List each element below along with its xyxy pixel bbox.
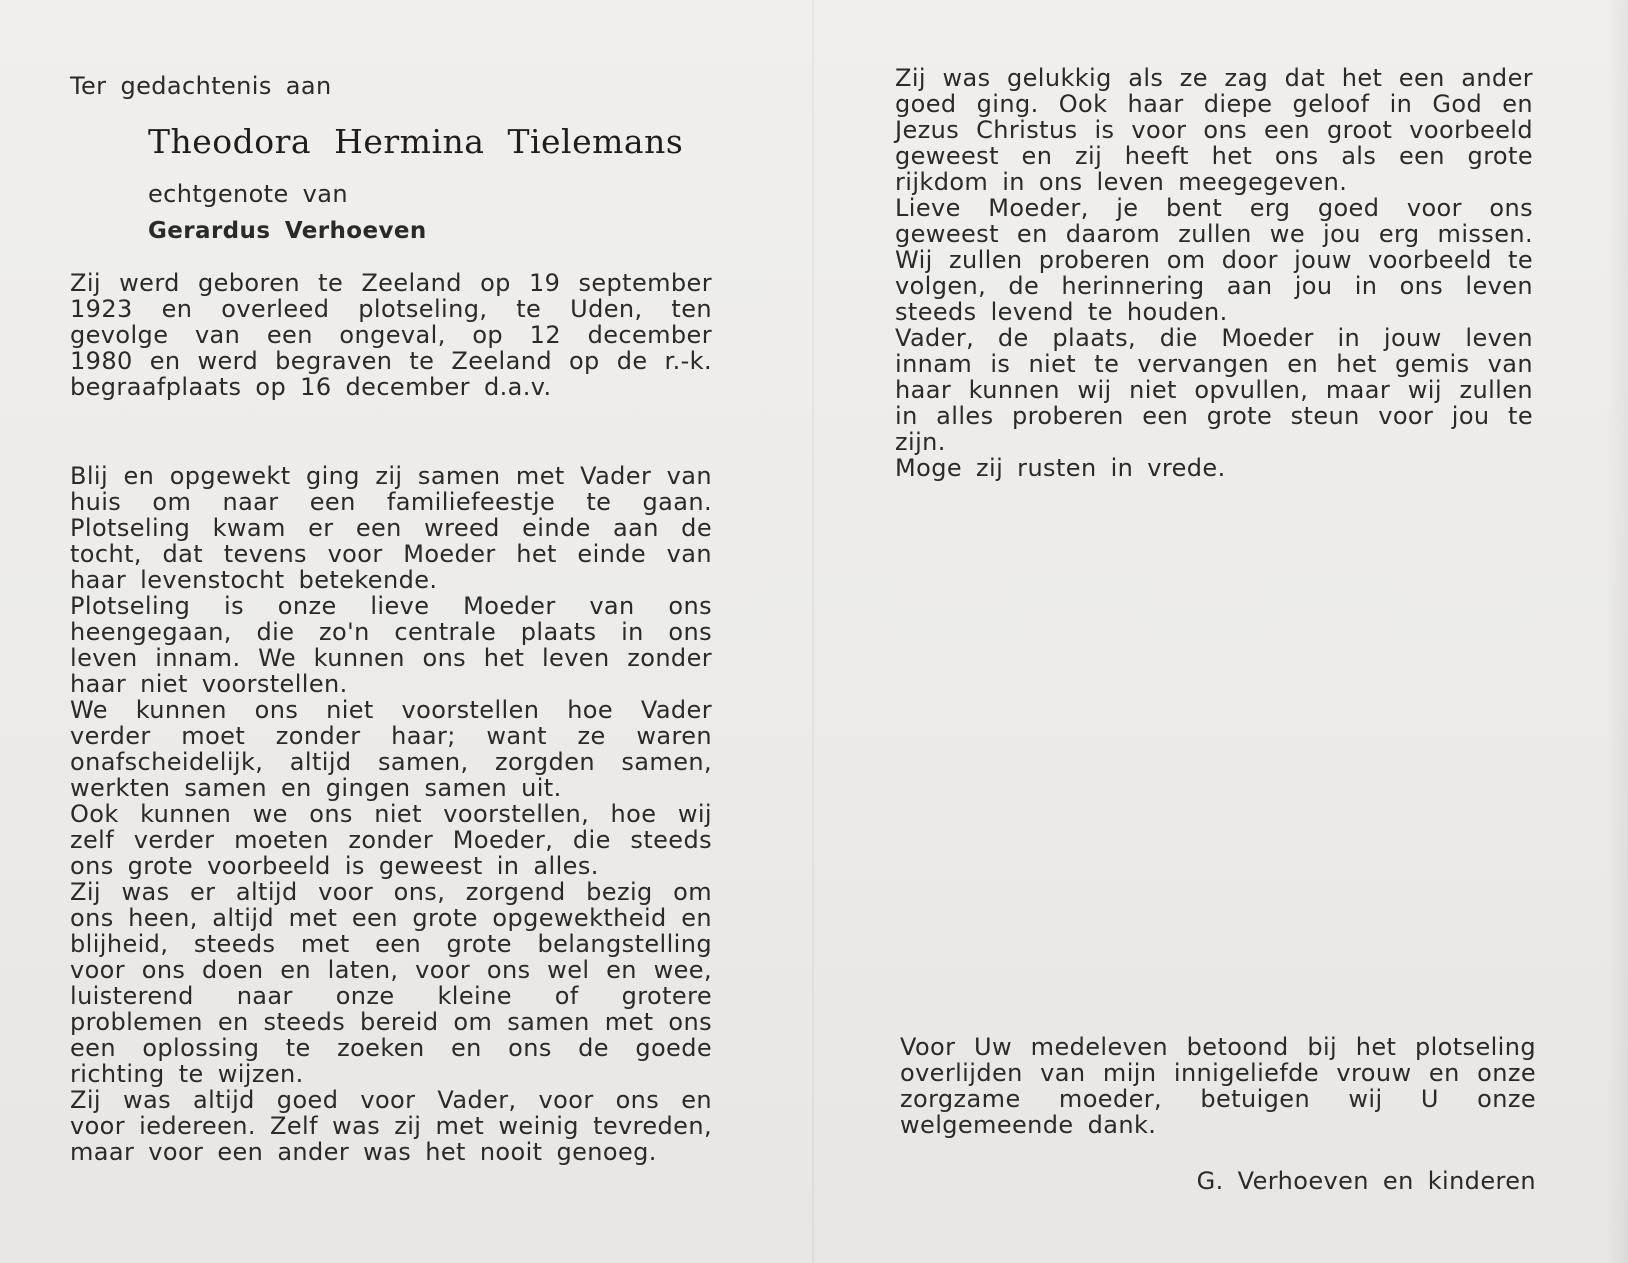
tribute-paragraph: Blij en opgewekt ging zij samen met Vader van huis om naar een familiefeestje te gaan. Plotseling kwam er een wreed einde aan de tocht, dat tevens voor Moeder het einde van haar levenstocht betekende. bbox=[70, 462, 712, 594]
tribute-paragraph: We kunnen ons niet voorstellen hoe Vader verder moet zonder haar; want ze waren onafscheidelijk, altijd samen, zorgden samen, werkten samen en gingen samen uit. bbox=[70, 696, 712, 802]
tribute-right-column bbox=[895, 65, 1533, 481]
tribute-paragraph: Ook kunnen we ons niet voorstellen, hoe wij zelf verder moeten zonder Moeder, die steeds ons grote voorbeeld is geweest in alles. bbox=[70, 800, 712, 880]
signature: G. Verhoeven en kinderen bbox=[1196, 1167, 1536, 1195]
card-fold bbox=[812, 0, 814, 1263]
tribute-paragraph: Zij was altijd goed voor Vader, voor ons en voor iedereen. Zelf was zij met weinig tevreden, maar voor een ander was het nooit genoeg. bbox=[70, 1086, 712, 1166]
thanks-paragraph: Voor Uw medeleven betoond bij het plotseling overlijden van mijn innigeliefde vrouw en onze zorgzame moeder, betuigen wij U onze welgemeende dank. bbox=[900, 1033, 1536, 1139]
tribute-paragraph: Zij was gelukkig als ze zag dat het een ander goed ging. Ook haar diepe geloof in God en Jezus Christus is voor ons een groot voorbeeld geweest en zij heeft het ons als een grote rijkdom in ons leven meegegeven. bbox=[895, 64, 1533, 196]
tribute-paragraph: Plotseling is onze lieve Moeder van ons heengegaan, die zo'n centrale plaats in ons leven innam. We kunnen ons het leven zonder haar niet voorstellen. bbox=[70, 592, 712, 698]
tribute-left-column bbox=[70, 463, 712, 1165]
spouse-label: echtgenote van bbox=[148, 180, 349, 208]
spouse-name: Gerardus Verhoeven bbox=[148, 218, 427, 244]
biography-paragraph: Zij werd geboren te Zeeland op 19 september 1923 en overleed plotseling, te Uden, ten gevolge van een ongeval, op 12 december 1980 en werd begraven te Zeeland op de r.-k. begraafplaats op 16 december d.a.v. bbox=[70, 269, 712, 401]
tribute-paragraph: Lieve Moeder, je bent erg goed voor ons geweest en daarom zullen we jou erg missen. Wij zullen proberen om door jouw voorbeeld te volgen, de herinnering aan jou in ons leven steeds levend te houden. bbox=[895, 194, 1533, 326]
tribute-paragraph: Zij was er altijd voor ons, zorgend bezig om ons heen, altijd met een grote opgewektheid en blijheid, steeds met een grote belangstelling voor ons doen en laten, voor ons wel en wee, luisterend naar onze kleine of grotere problemen en steeds bereid om samen met ons een oplossing te zoeken en ons de goede richting te wijzen. bbox=[70, 878, 712, 1088]
intro-text: Ter gedachtenis aan bbox=[70, 72, 332, 100]
tribute-paragraph: Moge zij rusten in vrede. bbox=[895, 454, 1226, 482]
card-edge-shadow bbox=[1606, 0, 1628, 1263]
deceased-name: Theodora Hermina Tielemans bbox=[148, 122, 684, 161]
tribute-paragraph: Vader, de plaats, die Moeder in jouw leven innam is niet te vervangen en het gemis van haar kunnen wij niet opvullen, maar wij zullen in alles proberen een grote steun voor jou te zijn. bbox=[895, 324, 1533, 456]
